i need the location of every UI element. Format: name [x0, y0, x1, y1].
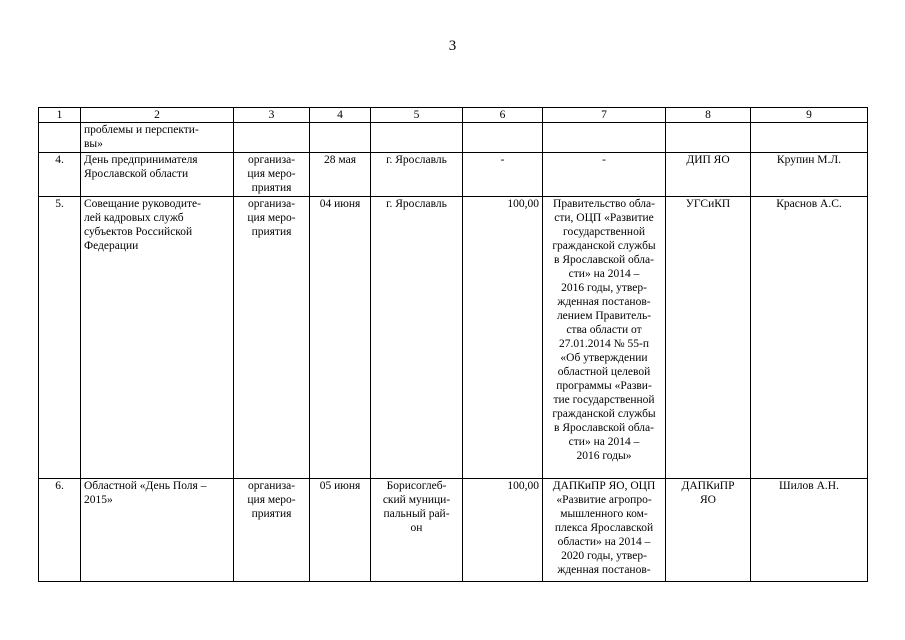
event-place: г. Ярославль: [371, 197, 463, 479]
column-header: 5: [371, 108, 463, 123]
column-header: 6: [463, 108, 543, 123]
column-header: 2: [81, 108, 234, 123]
column-header: 1: [39, 108, 81, 123]
event-amount: 100,00: [463, 479, 543, 582]
event-date: 05 июня: [310, 479, 371, 582]
event-name: Областной «День Поля – 2015»: [81, 479, 234, 582]
row-number: [39, 123, 81, 153]
responsible-org: [666, 123, 751, 153]
event-form: организа- ция меро- приятия: [234, 197, 310, 479]
responsible-person: Краснов А.С.: [751, 197, 868, 479]
event-date: [310, 123, 371, 153]
event-name: День предпринимателя Ярославской области: [81, 153, 234, 197]
event-form: [234, 123, 310, 153]
row-number: 4.: [39, 153, 81, 197]
responsible-person: Крупин М.Л.: [751, 153, 868, 197]
responsible-person: Шилов А.Н.: [751, 479, 868, 582]
page-number: 3: [448, 38, 457, 54]
responsible-org: ДИП ЯО: [666, 153, 751, 197]
responsible-org: УГСиКП: [666, 197, 751, 479]
row-number: 5.: [39, 197, 81, 479]
event-form: организа- ция меро- приятия: [234, 479, 310, 582]
events-table: [38, 107, 868, 582]
event-place: г. Ярославль: [371, 153, 463, 197]
event-name: Совещание руководите- лей кадровых служб субъектов Российской Федерации: [81, 197, 234, 479]
table-row: [39, 479, 868, 582]
funding-source: Правительство обла- сти, ОЦП «Развитие государственной гражданской службы в Ярославской обла- сти» на 2014 – 2016 годы, утвер- жденная постанов- лением Правитель- ства области от 27.01.2014 № 55-п «Об утверждении областной целевой программы «Разви- тие государственной гражданской службы в Ярославской обла- сти» на 2014 – 2016 годы»: [543, 197, 666, 479]
event-place: Борисоглеб- ский муници- пальный рай- он: [371, 479, 463, 582]
funding-source: -: [543, 153, 666, 197]
funding-source: [543, 123, 666, 153]
column-header: 4: [310, 108, 371, 123]
event-place: [371, 123, 463, 153]
column-header: 7: [543, 108, 666, 123]
table-row: [39, 197, 868, 479]
event-form: организа- ция меро- приятия: [234, 153, 310, 197]
responsible-person: [751, 123, 868, 153]
column-number-row: [39, 108, 868, 123]
table-row: [39, 123, 868, 153]
event-amount: -: [463, 153, 543, 197]
funding-source: ДАПКиПР ЯО, ОЦП «Развитие агропро- мышленного ком- плекса Ярославской области» на 2014 – 2020 годы, утвер- жденная постанов-: [543, 479, 666, 582]
event-date: 04 июня: [310, 197, 371, 479]
event-amount: [463, 123, 543, 153]
event-amount: 100,00: [463, 197, 543, 479]
column-header: 8: [666, 108, 751, 123]
table-row: [39, 153, 868, 197]
responsible-org: ДАПКиПР ЯО: [666, 479, 751, 582]
event-date: 28 мая: [310, 153, 371, 197]
column-header: 3: [234, 108, 310, 123]
column-header: 9: [751, 108, 868, 123]
row-number: 6.: [39, 479, 81, 582]
event-name: проблемы и перспекти- вы»: [81, 123, 234, 153]
